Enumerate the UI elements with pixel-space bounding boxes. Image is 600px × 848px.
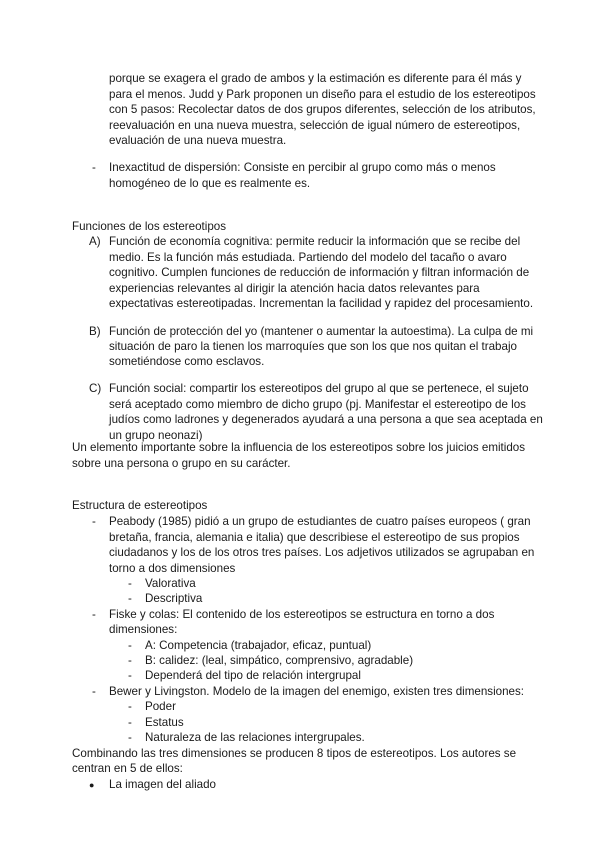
text-line: Función de protección del yo (mantener o aumentar la autoestima). La culpa de mi xyxy=(109,325,534,338)
sub-item: Valorativa xyxy=(145,577,196,590)
section-heading-estructura: Estructura de estereotipos xyxy=(72,499,208,512)
text-line: Combinando las tres dimensiones se producen 8 tipos de estereotipos. Los autores se xyxy=(72,747,517,760)
text-line: Inexactitud de dispersión: Consiste en percibir al grupo como más o menos xyxy=(109,161,496,174)
text-line: dimensiones: xyxy=(109,623,178,636)
sub-item: Estatus xyxy=(145,716,184,729)
dash-marker: - xyxy=(92,685,96,698)
text-line: sometiéndose como esclavos. xyxy=(109,355,265,368)
text-line: medio. Es la función más estudiada. Partiendo del modelo del tacaño o avaro xyxy=(109,251,507,264)
dash-marker: - xyxy=(92,515,96,528)
text-line: Función social: compartir los estereotipos del grupo al que se pertenece, el sujeto xyxy=(109,382,529,395)
text-line: reevaluación en una nueva muestra, selección de igual número de estereotipos, xyxy=(109,119,521,132)
text-line: para el menos. Judd y Park proponen un diseño para el estudio de los estereotipos xyxy=(109,88,536,101)
list-marker: B) xyxy=(89,325,101,338)
sub-item: Descriptiva xyxy=(145,592,203,605)
text-line: torno a dos dimensiones xyxy=(109,562,236,575)
dash-marker: - xyxy=(128,577,132,590)
text-line: Un elemento importante sobre la influencia de los estereotipos sobre los juicios emitidos xyxy=(72,441,526,454)
text-line: expectativas estereotipadas. Incrementan la facilidad y rapidez del procesamiento. xyxy=(109,297,534,310)
bullet-item: La imagen del aliado xyxy=(109,778,216,791)
text-line: con 5 pasos: Recolectar datos de dos grupos diferentes, selección de los atributos, xyxy=(109,103,536,116)
sub-item: Dependerá del tipo de relación intergrupal xyxy=(145,669,361,682)
dash-marker: - xyxy=(128,654,132,667)
dash-marker: - xyxy=(128,700,132,713)
text-line: ciudadanos y los de los otros tres países. Los adjetivos utilizados se agrupaban en xyxy=(109,546,535,559)
text-line: situación de paro la tienen los marroquíes que son los que nos quitan el trabajo xyxy=(109,340,517,353)
text-line: bretaña, francia, alemania e italia) que describiese el estereotipo de sus propios xyxy=(109,531,520,544)
sub-item: Naturaleza de las relaciones intergrupales. xyxy=(145,731,365,744)
text-line: centran en 5 de ellos: xyxy=(72,762,183,775)
dash-marker: - xyxy=(92,608,96,621)
text-line: Fiske y colas: El contenido de los estereotipos se estructura en torno a dos xyxy=(109,608,495,621)
sub-item: Poder xyxy=(145,700,176,713)
text-line: cognitivo. Cumplen funciones de reducción de información y filtran información de xyxy=(109,266,530,279)
text-line: Bewer y Livingston. Modelo de la imagen del enemigo, existen tres dimensiones: xyxy=(109,685,525,698)
dash-marker: - xyxy=(128,592,132,605)
list-marker: C) xyxy=(89,382,102,395)
text-line: un grupo neonazi) xyxy=(109,429,203,442)
bullet-icon: ● xyxy=(89,780,95,790)
sub-item: A: Competencia (trabajador, eficaz, puntual) xyxy=(145,639,372,652)
text-line: experiencias relevantes al dirigir la atención hacia datos relevantes para xyxy=(109,282,480,295)
text-line: homogéneo de lo que es realmente es. xyxy=(109,177,311,190)
text-line: sobre una persona o grupo en su carácter. xyxy=(72,457,291,470)
text-line: será aceptado como miembro de dicho grupo (pj. Manifestar el estereotipo de los xyxy=(109,398,526,411)
dash-marker: - xyxy=(128,716,132,729)
text-line: Peabody (1985) pidió a un grupo de estudiantes de cuatro países europeos ( gran xyxy=(109,515,531,528)
list-marker: A) xyxy=(89,235,101,248)
dash-marker: - xyxy=(92,161,96,174)
dash-marker: - xyxy=(128,639,132,652)
dash-marker: - xyxy=(128,669,132,682)
section-heading-funciones: Funciones de los estereotipos xyxy=(72,220,227,233)
text-line: Función de economía cognitiva: permite reducir la información que se recibe del xyxy=(109,235,521,248)
text-line: porque se exagera el grado de ambos y la estimación es diferente para él más y xyxy=(109,72,522,85)
text-line: evaluación de una nueva muestra. xyxy=(109,134,287,147)
text-line: judíos como ladrones y degenerados ayudará a una persona a que sea aceptada en xyxy=(109,413,543,426)
sub-item: B: calidez: (leal, simpático, comprensivo, agradable) xyxy=(145,654,414,667)
dash-marker: - xyxy=(128,731,132,744)
